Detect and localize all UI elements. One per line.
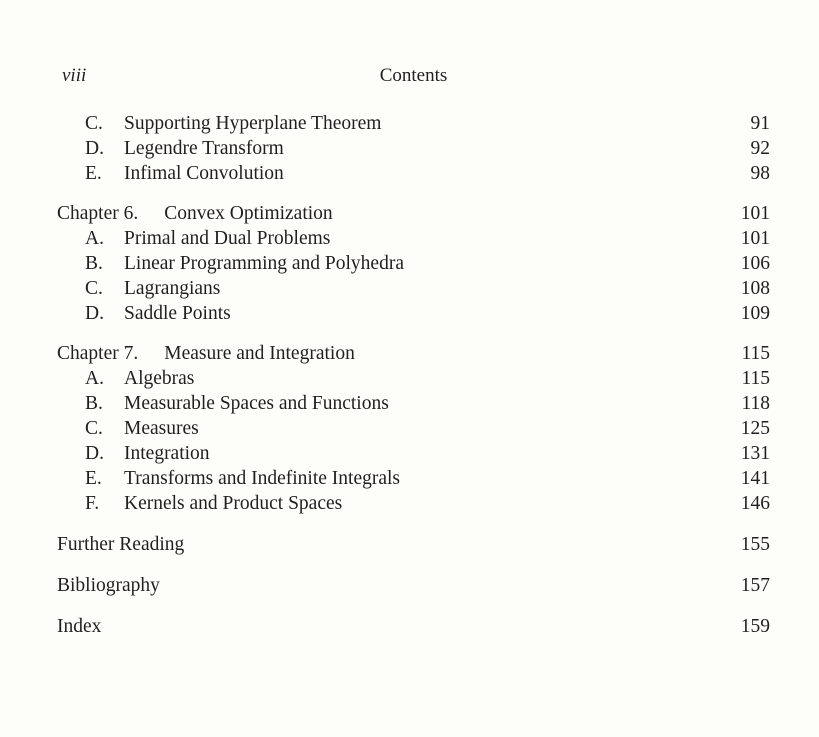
entry-title: Bibliography xyxy=(57,575,160,596)
entry-label: A. xyxy=(85,228,104,249)
entry-title: Saddle Points xyxy=(124,303,231,324)
entry-title: Measures xyxy=(124,418,199,439)
entry-title: Index xyxy=(57,616,102,637)
page-number: 101 xyxy=(740,203,770,224)
back-matter-entry xyxy=(57,573,770,598)
page-number: 92 xyxy=(750,138,770,159)
entry-title: Lagrangians xyxy=(124,278,221,299)
entry-title: Legendre Transform xyxy=(124,138,284,159)
entry-label: C. xyxy=(85,278,103,299)
entry-title: Kernels and Product Spaces xyxy=(124,493,343,514)
toc-chapter-heading xyxy=(57,201,770,226)
page-number: 115 xyxy=(741,368,770,389)
entry-label: C. xyxy=(85,418,103,439)
toc-entry xyxy=(57,161,770,186)
page-number: 157 xyxy=(740,575,770,596)
entry-label: E. xyxy=(85,163,102,184)
back-matter-entry xyxy=(57,614,770,639)
page-number: 155 xyxy=(740,534,770,555)
chapter-title: Measure and Integration xyxy=(164,343,355,364)
entry-label: A. xyxy=(85,368,104,389)
entry-title: Primal and Dual Problems xyxy=(124,228,331,249)
entry-title: Integration xyxy=(124,443,210,464)
entry-title: Further Reading xyxy=(57,534,185,555)
entry-title: Supporting Hyperplane Theorem xyxy=(124,113,382,134)
toc-entry xyxy=(57,466,770,491)
toc-entry xyxy=(57,416,770,441)
entry-label: D. xyxy=(85,443,104,464)
page-number: 101 xyxy=(740,228,770,249)
entry-label: F. xyxy=(85,493,100,514)
page-number: 91 xyxy=(750,113,770,134)
toc-group-chapter-6 xyxy=(57,201,770,326)
toc-entry xyxy=(57,491,770,516)
chapter-label: Chapter 6. xyxy=(57,203,139,224)
toc-entry xyxy=(57,226,770,251)
page-number: 159 xyxy=(740,616,770,637)
toc-entry xyxy=(57,391,770,416)
toc-entry xyxy=(57,276,770,301)
page-number: 146 xyxy=(740,493,770,514)
toc-entry xyxy=(57,441,770,466)
entry-title: Transforms and Indefinite Integrals xyxy=(124,468,401,489)
page-header xyxy=(57,63,770,88)
page-number: 98 xyxy=(750,163,770,184)
toc-group-chapter-7 xyxy=(57,341,770,516)
toc-chapter-heading xyxy=(57,341,770,366)
page-number: 108 xyxy=(740,278,770,299)
table-of-contents xyxy=(57,111,770,639)
page-number: 141 xyxy=(740,468,770,489)
back-matter-entry xyxy=(57,532,770,557)
page-number: 125 xyxy=(740,418,770,439)
entry-title: Algebras xyxy=(124,368,195,389)
entry-label: C. xyxy=(85,113,103,134)
page-title: Contents xyxy=(379,65,448,86)
entry-label: E. xyxy=(85,468,102,489)
chapter-title: Convex Optimization xyxy=(164,203,333,224)
page-number: 131 xyxy=(740,443,770,464)
toc-entry xyxy=(57,366,770,391)
back-matter xyxy=(57,532,770,639)
toc-entry xyxy=(57,251,770,276)
toc-entry xyxy=(57,111,770,136)
entry-title: Linear Programming and Polyhedra xyxy=(124,253,404,274)
toc-entry xyxy=(57,136,770,161)
entry-title: Infimal Convolution xyxy=(124,163,284,184)
chapter-label: Chapter 7. xyxy=(57,343,139,364)
entry-label: D. xyxy=(85,138,104,159)
entry-title: Measurable Spaces and Functions xyxy=(124,393,389,414)
toc-entry xyxy=(57,301,770,326)
folio-number: viii xyxy=(62,65,87,86)
page-number: 115 xyxy=(741,343,770,364)
entry-label: B. xyxy=(85,393,103,414)
entry-label: D. xyxy=(85,303,104,324)
page-number: 118 xyxy=(741,393,770,414)
entry-label: B. xyxy=(85,253,103,274)
page-number: 109 xyxy=(740,303,770,324)
page-number: 106 xyxy=(740,253,770,274)
toc-group xyxy=(57,111,770,186)
